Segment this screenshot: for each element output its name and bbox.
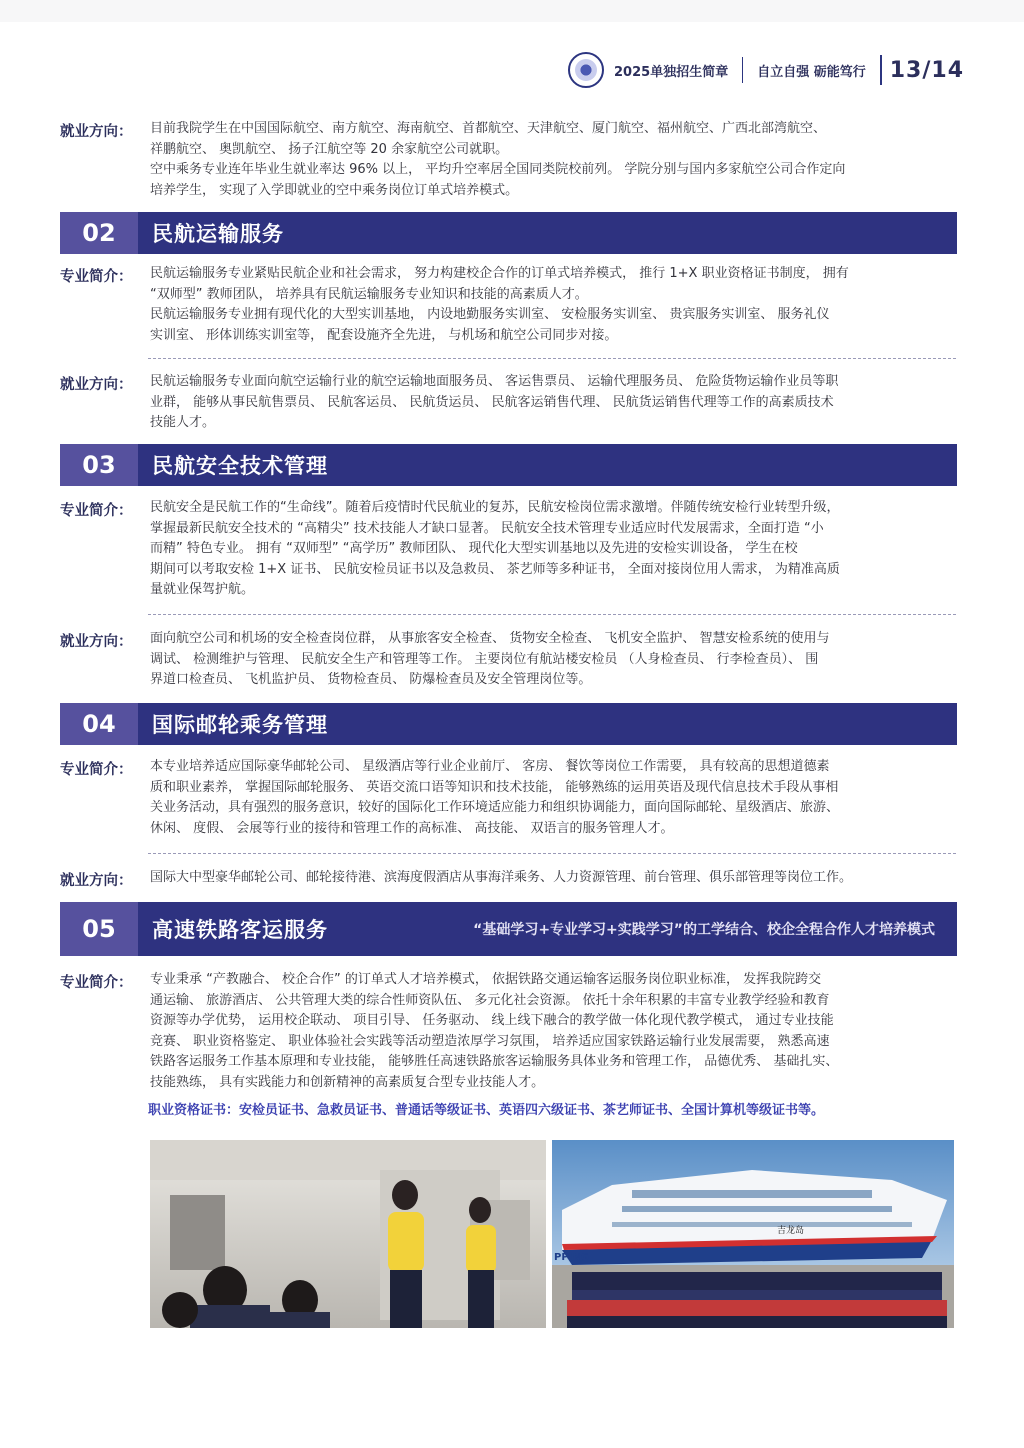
text-line: 民航运输服务专业面向航空运输行业的航空运输地面服务员、 客运售票员、 运输代理服务员、 危险货物运输作业员等职 [150, 374, 839, 389]
intro-text [150, 970, 962, 1093]
text-line: 掌握最新民航安全技术的 “高精尖” 技术技能人才缺口显著。 民航安全技术管理专业适应时代发展需求，全面打造 “小 [150, 520, 824, 536]
text-line: 目前我院学生在中国国际航空、南方航空、海南航空、首都航空、天津航空、厦门航空、福州航空、广西北部湾航空、 [150, 121, 827, 136]
text-line: 通运输、 旅游酒店、 公共管理大类的综合性师资队伍、 多元化社会资源。 依托十余年积累的丰富专业教学经验和教育 [150, 992, 830, 1008]
text-line: 民航安全是民航工作的“生命线”。随着后疫情时代民航业的复苏，民航安检岗位需求激增。伴随传统安检行业转型升级， [150, 500, 840, 515]
career-text [150, 868, 962, 889]
intro-label: 专业简介： [60, 975, 133, 991]
text-line: 量就业保驾护航。 [150, 582, 255, 597]
text-line: 资源等办学优势， 运用校企联动、 项目引导、 任务驱动、 线上线下融合的教学做一体化现代教学模式， 通过专业技能 [150, 1013, 834, 1028]
text-line: 面向航空公司和机场的安全检查岗位群， 从事旅客安全检查、 货物安全检查、 飞机安全监护、 智慧安检系统的使用与 [150, 631, 830, 646]
text-line: 民航运输服务专业拥有现代化的大型实训基地， 内设地勤服务实训室、 安检服务实训室、 贵宾服务实训室、 服务礼仪 [150, 307, 830, 322]
dotted-divider [148, 358, 956, 359]
career-label: 就业方向： [60, 377, 133, 393]
career-text [150, 119, 962, 201]
text-line: 本专业培养适应国际豪华邮轮公司、 星级酒店等行业企业前厅、 客房、 餐饮等岗位工作需要， 具有较高的思想道德素 [150, 759, 830, 774]
intro-text [150, 498, 962, 601]
ship-hull-text: PPING [554, 1252, 589, 1263]
section-number: 04 [60, 703, 138, 745]
section-number: 02 [60, 212, 138, 254]
section-header-05 [60, 902, 957, 956]
intro-label: 专业简介： [60, 269, 133, 285]
page-header [568, 50, 964, 90]
slogan: 自立自强 砺能笃行 [757, 64, 866, 80]
intro-label: 专业简介： [60, 762, 133, 778]
section-title: 高速铁路客运服务 [152, 918, 328, 942]
section-title: 国际邮轮乘务管理 [152, 713, 328, 737]
text-line: 竞赛、 职业资格鉴定、 职业体验社会实践等活动塑造浓厚学习氛围， 培养适应国家铁路运输行业发展需要， 熟悉高速 [150, 1033, 830, 1049]
text-line: 培养学生， 实现了入学即就业的空中乘务岗位订单式培养模式。 [150, 182, 519, 198]
intro-text [150, 264, 962, 346]
cruise-ship-photo [552, 1140, 954, 1328]
text-line: 技能熟练， 具有实践能力和创新精神的高素质复合型专业技能人才。 [150, 1074, 545, 1090]
school-logo-icon [568, 52, 604, 88]
text-line: 铁路客运服务工作基本原理和专业技能， 能够胜任高速铁路旅客运输服务具体业务和管理工作， 品德优秀、 基础扎实、 [150, 1054, 839, 1069]
text-line: 技能人才。 [150, 415, 216, 430]
page-number: 13/14 [889, 57, 964, 83]
text-line: 实训室、 形体训练实训室等， 配套设施齐全先进， 与机场和航空公司同步对接。 [150, 327, 618, 343]
text-line: “双师型” 教师团队， 培养具有民航运输服务专业知识和技能的高素质人才。 [150, 286, 588, 302]
text-line: 祥鹏航空、 奥凯航空、 扬子江航空等 20 余家航空公司就职。 [150, 141, 509, 157]
ship-name: 吉龙岛 [777, 1226, 805, 1236]
text-line: 调试、 检测维护与管理、 民航安全生产和管理等工作。 主要岗位有航站楼安检员 （人身检查员、 行李检查员）、 围 [150, 651, 819, 667]
section-title: 民航安全技术管理 [152, 454, 328, 478]
text-line: 质和职业素养， 掌握国际邮轮服务、 英语交流口语等知识和技术技能， 能够熟练的运用英语及现代信息技术手段从事相 [150, 779, 839, 795]
intro-label: 专业简介： [60, 503, 133, 519]
header-divider [742, 57, 743, 83]
text-line: 空中乘务专业连年毕业生就业率达 96% 以上， 平均升空率居全国同类院校前列。 学院分别与国内多家航空公司合作定向 [150, 162, 846, 177]
career-text [150, 629, 962, 691]
section-header-03 [60, 444, 957, 486]
certificates-line: 职业资格证书：安检员证书、急救员证书、普通话等级证书、英语四六级证书、茶艺师证书、全国计算机等级证书等。 [148, 1103, 825, 1118]
text-line: 休闲、 度假、 会展等行业的接待和管理工作的高标准、 高技能、 双语言的服务管理人才。 [150, 820, 674, 836]
text-line: 民航运输服务专业紧贴民航企业和社会需求， 努力构建校企合作的订单式培养模式， 推行 1+X 职业资格证书制度， 拥有 [150, 266, 849, 281]
section-number: 03 [60, 444, 138, 486]
dotted-divider [148, 853, 956, 854]
career-label: 就业方向： [60, 634, 133, 650]
section-number: 05 [60, 902, 138, 956]
text-line: 而精” 特色专业。 拥有 “双师型” “高学历” 教师团队、 现代化大型实训基地以及先进的安检实训设备， 学生在校 [150, 541, 798, 556]
text-line: 国际大中型豪华邮轮公司、邮轮接待港、滨海度假酒店从事海洋乘务、人力资源管理、前台管理、俱乐部管理等岗位工作。 [150, 870, 853, 885]
section-subtitle: “基础学习+专业学习+实践学习”的工学结合、校企全程合作人才培养模式 [473, 922, 935, 938]
dotted-divider [148, 614, 956, 615]
text-line: 专业秉承 “产教融合、 校企合作” 的订单式人才培养模式， 依据铁路交通运输客运服务岗位职业标准， 发挥我院跨交 [150, 972, 822, 987]
career-text [150, 372, 962, 434]
section-header-02 [60, 212, 957, 254]
text-line: 业群， 能够从事民航售票员、 民航客运员、 民航货运员、 民航客运销售代理、 民航货运销售代理等工作的高素质技术 [150, 394, 834, 410]
header-divider [880, 55, 882, 85]
section-header-04 [60, 703, 957, 745]
doc-title: 2025单独招生简章 [614, 64, 729, 80]
text-line: 界道口检查员、 飞机监护员、 货物检查员、 防爆检查员及安全管理岗位等。 [150, 672, 592, 687]
intro-text [150, 757, 962, 839]
cabin-photo [150, 1140, 546, 1328]
career-label: 就业方向： [60, 873, 133, 889]
section-title: 民航运输服务 [152, 222, 284, 246]
text-line: 期间可以考取安检 1+X 证书、 民航安检员证书以及急救员、 茶艺师等多种证书， 全面对接岗位用人需求， 为精准高质 [150, 561, 840, 577]
text-line: 关业务活动，具有强烈的服务意识，较好的国际化工作环境适应能力和组织协调能力，面向国际邮轮、星级酒店、旅游、 [150, 800, 840, 815]
career-label: 就业方向： [60, 124, 133, 140]
